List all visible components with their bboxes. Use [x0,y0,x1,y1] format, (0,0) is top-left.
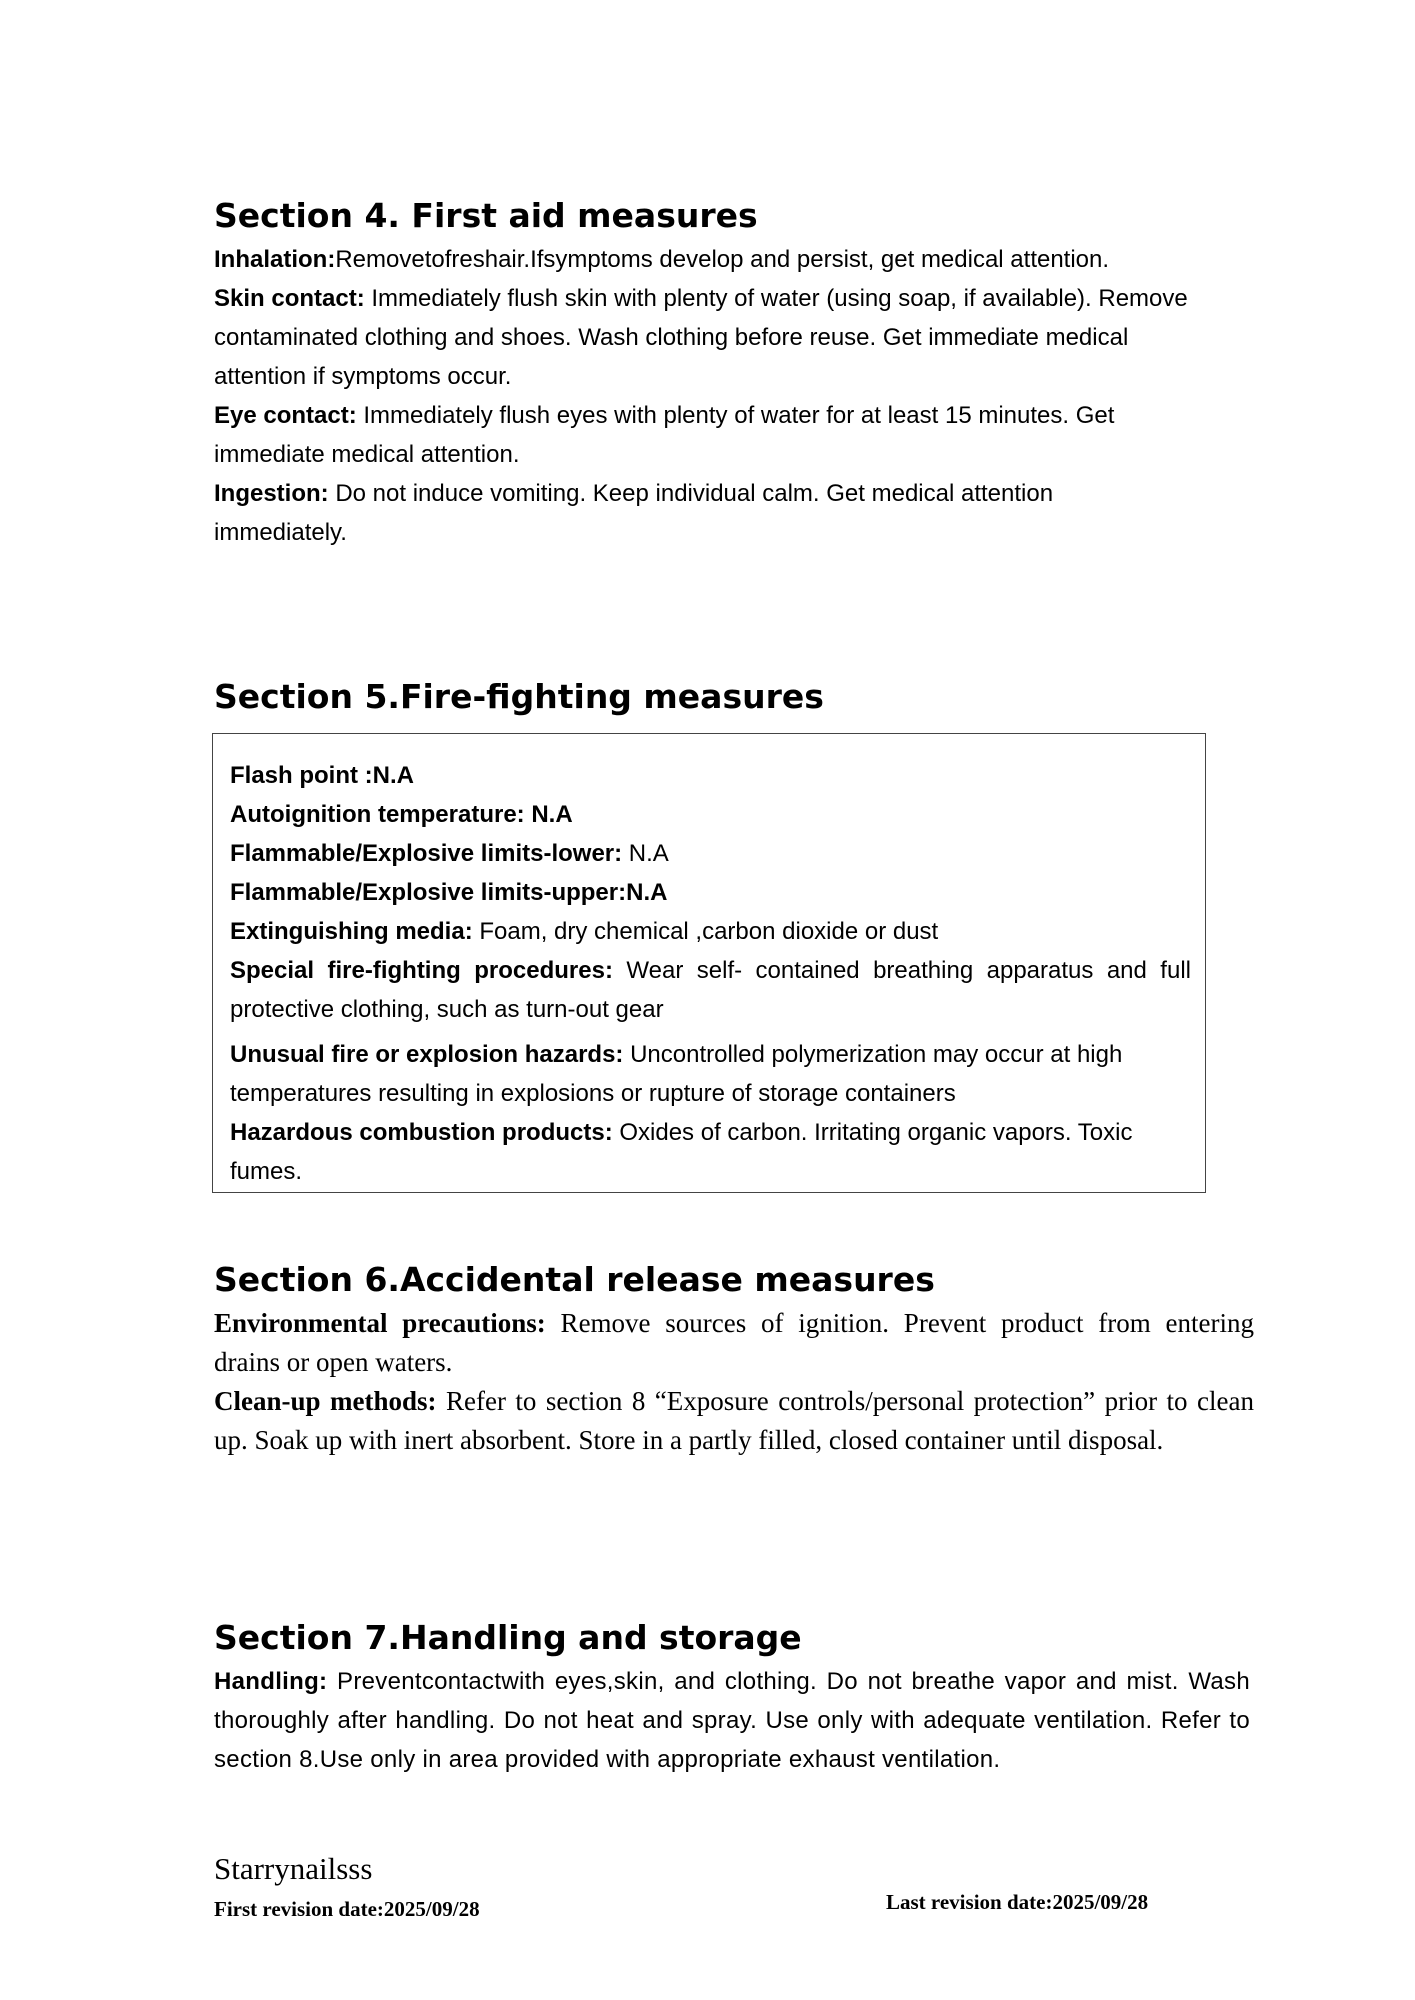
section-4 [214,194,1224,552]
autoignition-label: Autoignition temperature: N.A [230,801,573,828]
section-6-title: Section 6.Accidental release measures [214,1260,935,1299]
inhalation-text: Removetofreshair.Ifsymptoms develop and persist, get medical attention. [335,246,1110,273]
environmental-precautions-text: Remove sources of ignition. Prevent product from entering drains or open waters. [214,1308,1254,1377]
combustion-products-label: Hazardous combustion products: [230,1119,613,1146]
cleanup-methods-paragraph [214,1382,1254,1460]
ingestion-text: Do not induce vomiting. Keep individual calm. Get medical attention immediately. [214,480,1054,546]
combustion-products-paragraph [230,1113,1191,1191]
lower-limit-text: N.A [622,840,669,867]
handling-label: Handling: [214,1668,328,1695]
environmental-precautions-paragraph [214,1304,1254,1382]
combustion-products-text: Oxides of carbon. Irritating organic vapors. Toxic fumes. [230,1119,1133,1185]
special-procedures-paragraph [230,951,1191,1029]
section-4-title: Section 4. First aid measures [214,196,758,235]
unusual-hazards-text: Uncontrolled polymerization may occur at high temperatures resulting in explosions or rupture of storage containers [230,1041,1123,1107]
environmental-precautions-label: Environmental precautions: [214,1308,546,1338]
eye-contact-paragraph [214,396,1224,474]
eye-contact-text: Immediately flush eyes with plenty of water for at least 15 minutes. Get immediate medical attention. [214,402,1115,468]
lower-limit-label: Flammable/Explosive limits-lower: [230,840,623,867]
cleanup-methods-text: Refer to section 8 “Exposure controls/personal protection” prior to clean up. Soak up with inert absorbent. Store in a partly filled, closed container until disposal. [214,1386,1254,1455]
skin-contact-label: Skin contact: [214,285,365,312]
inhalation-label: Inhalation: [214,246,336,273]
section-7 [214,1616,1250,1779]
extinguishing-media-text: Foam, dry chemical ,carbon dioxide or dust [472,918,939,945]
inhalation-paragraph [214,240,1224,279]
unusual-hazards-label: Unusual fire or explosion hazards: [230,1041,624,1068]
special-procedures-label: Special fire-fighting procedures: [230,957,613,984]
footer-first-revision: First revision date:2025/09/28 [214,1897,480,1921]
footer-company: Starrynailsss [214,1851,373,1886]
extinguishing-media-label: Extinguishing media: [230,918,473,945]
unusual-hazards-paragraph [230,1035,1191,1113]
section-6 [214,1258,1254,1460]
cleanup-methods-label: Clean-up methods: [214,1386,437,1416]
section-5 [214,675,1254,719]
skin-contact-paragraph [214,279,1224,396]
ingestion-label: Ingestion: [214,480,329,507]
section-7-title: Section 7.Handling and storage [214,1618,802,1657]
section-5-title: Section 5.Fire-fighting measures [214,677,824,716]
fire-fighting-box [212,733,1206,1193]
lower-limit-line [230,834,1191,873]
footer-last-revision: Last revision date:2025/09/28 [886,1890,1149,1914]
flash-point-line [230,756,1191,795]
eye-contact-label: Eye contact: [214,402,357,429]
special-procedures-text: Wear self- contained breathing apparatus and full protective clothing, such as turn-out gear [230,957,1191,1023]
flash-point-label: Flash point :N.A [230,762,414,789]
extinguishing-media-line [230,912,1191,951]
handling-text: Preventcontactwith eyes,skin, and clothing. Do not breathe vapor and mist. Wash thoroughly after handling. Do not heat and spray. Use only with adequate ventilation. Refer to section 8.Use only in area provided with appropriate exhaust ventilation. [214,1668,1250,1773]
ingestion-paragraph [214,474,1174,552]
handling-paragraph [214,1662,1250,1779]
skin-contact-text: Immediately flush skin with plenty of water (using soap, if available). Remove contaminated clothing and shoes. Wash clothing before reuse. Get immediate medical attention if symptoms occur. [214,285,1188,390]
upper-limit-label: Flammable/Explosive limits-upper:N.A [230,879,668,906]
autoignition-line [230,795,1191,834]
upper-limit-line [230,873,1191,912]
